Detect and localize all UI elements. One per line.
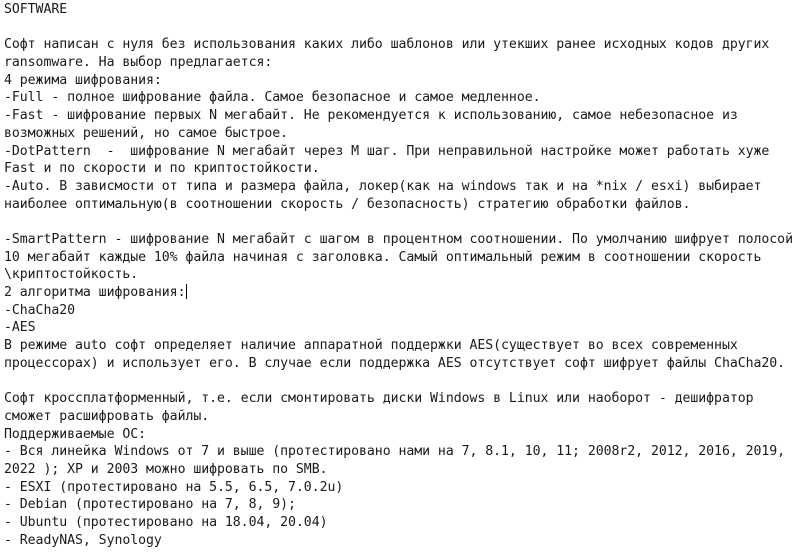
text-line: ransomware. На выбор предлагается: (4, 55, 273, 71)
text-line: 10 мегабайт каждые 10% файла начиная с заголовка. Самый оптимальный режим в соотношении скорость (4, 249, 762, 265)
text-line-with-cursor (4, 284, 808, 302)
text-line: процессорах) и использует его. В случае если поддержка AES отсутствует софт шифрует файлы ChaCha20. (4, 355, 786, 371)
text-line: -AES (4, 320, 36, 336)
text-line: Fast и по скорости и по криптостойкости. (4, 161, 320, 177)
text-line: -Full - полное шифрование файла. Самое безопасное и самое медленное. (4, 90, 541, 106)
text-cursor (186, 284, 187, 299)
text-line: - Ubuntu (протестировано на 18.04, 20.04) (4, 514, 328, 530)
text-line: 2022 ); XP и 2003 можно шифровать по SMB. (4, 461, 328, 477)
text-line: -Auto. В зависмости от типа и размера файла, локер(как на windows так и на *nix / esxi) выбирает (4, 178, 762, 194)
text-line: Софт кроссплатформенный, т.е. если смонтировать диски Windows в Linux или наоборот - дешифратор (4, 391, 754, 407)
text-line: - ReadyNAS, Synology (4, 532, 162, 548)
text-line: - Debian (протестировано на 7, 8, 9); (4, 497, 296, 513)
text-line: наиболее оптимальную(в соотношении скорость / безопасность) стратегию обработки файлов. (4, 196, 691, 212)
text-line: Софт написан с нуля без использования каких либо шаблонов или утекших ранее исходных кодов других (4, 37, 770, 53)
text-line: - ESXI (протестировано на 5.5, 6.5, 7.0.2u) (4, 479, 344, 495)
text-document[interactable] (4, 1, 808, 549)
text-line (4, 372, 808, 390)
text-line: Поддерживаемые ОС: (4, 426, 147, 442)
text-line: \криптостойкость. (4, 267, 139, 283)
text-line: SOFTWARE (4, 2, 68, 17)
text-line (4, 19, 808, 37)
text-line: возможных решений, но самое быстрое. (4, 125, 289, 141)
text-line: 4 режима шифрования: (4, 72, 162, 88)
text-line: сможет расшифровать файлы. (4, 408, 210, 424)
text-line: -ChaCha20 (4, 302, 76, 318)
text-line: 2 алгоритма шифрования: (4, 285, 186, 300)
text-line: -Fast - шифрование первых N мегабайт. Не рекомендуется к использованию, самое небезопасное из (4, 108, 738, 124)
text-line: -DotPattern - шифрование N мегабайт через M шаг. При неправильной настройке может работать хуже (4, 143, 770, 159)
text-line: В режиме auto софт определяет наличие аппаратной поддержки AES(существует во всех современных (4, 338, 738, 354)
text-line: - Вся линейка Windows от 7 и выше (протестировано нами на 7, 8.1, 10, 11; 2008r2, 2012, 2016, 2019, (4, 444, 786, 460)
text-line: -SmartPattern - шифрование N мегабайт с шагом в процентном соотношении. По умолчанию шифрует полосой (4, 231, 793, 247)
text-line (4, 213, 808, 231)
